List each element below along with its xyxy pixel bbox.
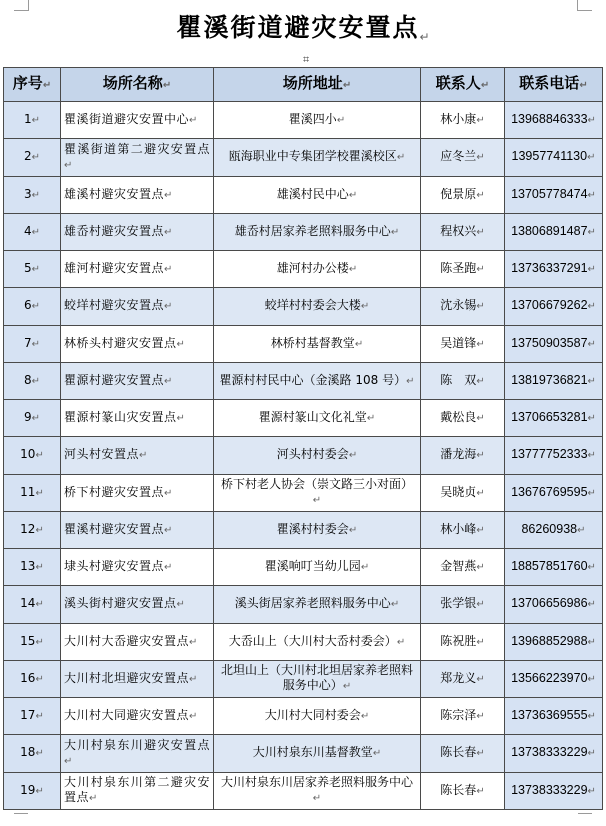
cell-contact: 陈祝胜↵ bbox=[421, 623, 505, 660]
cell-end-mark: ↵ bbox=[396, 636, 406, 648]
cell-end-mark: ↵ bbox=[342, 681, 352, 693]
cell-no: 4↵ bbox=[4, 213, 61, 250]
cell-no: 19↵ bbox=[4, 772, 61, 810]
cell-end-mark: ↵ bbox=[336, 115, 346, 127]
shelter-table bbox=[3, 67, 603, 810]
cell-end-mark: ↵ bbox=[31, 189, 41, 201]
cell-address: 大川村大同村委会↵ bbox=[214, 698, 421, 735]
cell-end-mark: ↵ bbox=[577, 524, 586, 536]
cell-contact: 潘龙海↵ bbox=[421, 437, 505, 474]
cell-end-mark: ↵ bbox=[476, 375, 485, 387]
table-row bbox=[4, 698, 603, 735]
cell-end-mark: ↵ bbox=[164, 524, 173, 536]
page-footer-marks bbox=[0, 813, 606, 826]
cell-end-mark: ↵ bbox=[31, 264, 41, 276]
cell-end-mark: ↵ bbox=[587, 785, 596, 797]
table-row bbox=[4, 474, 603, 511]
table-header-row bbox=[4, 68, 603, 102]
cell-end-mark: ↵ bbox=[587, 599, 596, 611]
cell-no: 13↵ bbox=[4, 549, 61, 586]
cell-end-mark: ↵ bbox=[587, 562, 596, 574]
cell-end-mark: ↵ bbox=[476, 487, 485, 499]
cell-name: 大川村大岙避灾安置点↵ bbox=[61, 623, 214, 660]
cell-contact: 陈长春↵ bbox=[421, 735, 505, 772]
cell-phone: 13566223970↵ bbox=[505, 660, 603, 697]
cell-no: 11↵ bbox=[4, 474, 61, 511]
cell-end-mark: ↵ bbox=[176, 413, 186, 425]
cell-name: 瞿溪村避灾安置点↵ bbox=[61, 511, 214, 548]
cell-end-mark: ↵ bbox=[312, 495, 322, 507]
cell-address: 北坦山上（大川村北坦居家养老照料服务中心）↵ bbox=[214, 660, 421, 697]
cell-no: 14↵ bbox=[4, 586, 61, 623]
cell-end-mark: ↵ bbox=[189, 115, 198, 127]
cell-contact: 金智燕↵ bbox=[421, 549, 505, 586]
cell-no: 7↵ bbox=[4, 325, 61, 362]
cell-end-mark: ↵ bbox=[176, 599, 186, 611]
table-row bbox=[4, 586, 603, 623]
cell-end-mark: ↵ bbox=[587, 152, 596, 164]
cell-end-mark: ↵ bbox=[164, 301, 173, 313]
cell-end-mark: ↵ bbox=[476, 413, 485, 425]
cell-end-mark: ↵ bbox=[35, 524, 44, 536]
cell-end-mark: ↵ bbox=[390, 599, 400, 611]
cell-address: 雄岙村居家养老照料服务中心↵ bbox=[214, 213, 421, 250]
cell-no: 2↵ bbox=[4, 139, 61, 176]
cell-end-mark: ↵ bbox=[587, 413, 596, 425]
table-row bbox=[4, 735, 603, 772]
cell-end-mark: ↵ bbox=[35, 562, 44, 574]
cell-contact: 程权兴↵ bbox=[421, 213, 505, 250]
cell-end-mark: ↵ bbox=[476, 748, 485, 760]
cell-no: 16↵ bbox=[4, 660, 61, 697]
cell-name: 林桥头村避灾安置点↵ bbox=[61, 325, 214, 362]
cell-end-mark: ↵ bbox=[476, 673, 485, 685]
cell-end-mark: ↵ bbox=[176, 338, 186, 350]
cell-end-mark: ↵ bbox=[476, 636, 485, 648]
cell-no: 10↵ bbox=[4, 437, 61, 474]
cell-end-mark: ↵ bbox=[35, 487, 44, 499]
cell-no: 15↵ bbox=[4, 623, 61, 660]
cell-end-mark: ↵ bbox=[372, 748, 382, 760]
cell-end-mark: ↵ bbox=[360, 711, 370, 723]
cell-name: 瞿溪街道避灾安置中心↵ bbox=[61, 102, 214, 139]
cell-address: 雄河村办公楼↵ bbox=[214, 251, 421, 288]
cell-phone: 13806891487↵ bbox=[505, 213, 603, 250]
cell-end-mark: ↵ bbox=[390, 226, 400, 238]
cell-contact: 倪景原↵ bbox=[421, 176, 505, 213]
cell-end-mark: ↵ bbox=[587, 487, 596, 499]
cell-end-mark: ↵ bbox=[35, 711, 44, 723]
cell-end-mark: ↵ bbox=[587, 450, 596, 462]
cell-name: 瞿溪街道第二避灾安置点↵ bbox=[61, 139, 214, 176]
cell-end-mark: ↵ bbox=[360, 301, 370, 313]
cell-end-mark: ↵ bbox=[35, 450, 44, 462]
cell-end-mark: ↵ bbox=[476, 711, 485, 723]
cell-address: 林桥村基督教堂↵ bbox=[214, 325, 421, 362]
cell-phone: 13706656986↵ bbox=[505, 586, 603, 623]
cell-contact: 张学银↵ bbox=[421, 586, 505, 623]
cell-phone: 13736369555↵ bbox=[505, 698, 603, 735]
cell-contact: 吴晓贞↵ bbox=[421, 474, 505, 511]
cell-address: 瞿溪村村委会↵ bbox=[214, 511, 421, 548]
table-row bbox=[4, 772, 603, 810]
cell-end-mark: ↵ bbox=[476, 450, 485, 462]
cell-address: 瞿源村篆山文化礼堂↵ bbox=[214, 400, 421, 437]
table-row bbox=[4, 362, 603, 399]
page-corner-bottom-left bbox=[14, 813, 28, 824]
cell-end-mark: ↵ bbox=[31, 338, 41, 350]
cell-end-mark: ↵ bbox=[164, 487, 173, 499]
cell-end-mark: ↵ bbox=[164, 189, 173, 201]
cell-contact: 林小康↵ bbox=[421, 102, 505, 139]
cell-end-mark: ↵ bbox=[189, 673, 198, 685]
cell-end-mark: ↵ bbox=[348, 189, 358, 201]
cell-end-mark: ↵ bbox=[476, 226, 485, 238]
cell-name: 雄岙村避灾安置点↵ bbox=[61, 213, 214, 250]
cell-contact: 陈 双↵ bbox=[421, 362, 505, 399]
cell-end-mark: ↵ bbox=[89, 793, 98, 805]
cell-phone: 86260938↵ bbox=[505, 511, 603, 548]
cell-name: 埭头村避灾安置点↵ bbox=[61, 549, 214, 586]
cell-contact: 沈永锡↵ bbox=[421, 288, 505, 325]
table-row bbox=[4, 325, 603, 362]
cell-name: 河头村安置点↵ bbox=[61, 437, 214, 474]
cell-end-mark: ↵ bbox=[189, 636, 198, 648]
cell-end-mark: ↵ bbox=[354, 338, 364, 350]
cell-end-mark: ↵ bbox=[587, 375, 596, 387]
cell-name: 蛟垟村避灾安置点↵ bbox=[61, 288, 214, 325]
cell-address: 蛟垟村村委会大楼↵ bbox=[214, 288, 421, 325]
cell-end-mark: ↵ bbox=[348, 524, 358, 536]
cell-end-mark: ↵ bbox=[35, 748, 44, 760]
cell-address: 瞿溪响叮当幼儿园↵ bbox=[214, 549, 421, 586]
page-title: 瞿溪街道避灾安置点 bbox=[176, 13, 420, 42]
cell-no: 9↵ bbox=[4, 400, 61, 437]
cell-end-mark: ↵ bbox=[476, 338, 485, 350]
cell-phone: 13819736821↵ bbox=[505, 362, 603, 399]
cell-end-mark: ↵ bbox=[31, 115, 41, 127]
cell-no: 6↵ bbox=[4, 288, 61, 325]
cell-no: 18↵ bbox=[4, 735, 61, 772]
cell-contact: 陈长春↵ bbox=[421, 772, 505, 810]
table-row bbox=[4, 549, 603, 586]
cell-address: 桥下村老人协会（崇文路三小对面）↵ bbox=[214, 474, 421, 511]
cell-name: 大川村泉东川避灾安置点↵ bbox=[61, 735, 214, 772]
cell-end-mark: ↵ bbox=[312, 793, 322, 805]
header-phone: 联系电话↵ bbox=[505, 68, 603, 102]
cell-end-mark: ↵ bbox=[164, 226, 173, 238]
cell-end-mark: ↵ bbox=[164, 562, 173, 574]
cell-no: 5↵ bbox=[4, 251, 61, 288]
cell-phone: 13706653281↵ bbox=[505, 400, 603, 437]
table-row bbox=[4, 623, 603, 660]
cell-contact: 郑龙义↵ bbox=[421, 660, 505, 697]
cell-end-mark: ↵ bbox=[35, 636, 44, 648]
cell-end-mark: ↵ bbox=[360, 562, 370, 574]
cell-end-mark: ↵ bbox=[476, 189, 485, 201]
cell-address: 河头村村委会↵ bbox=[214, 437, 421, 474]
cell-end-mark: ↵ bbox=[587, 748, 596, 760]
cell-end-mark: ↵ bbox=[476, 524, 485, 536]
cell-end-mark: ↵ bbox=[587, 226, 596, 238]
cell-contact: 陈圣跑↵ bbox=[421, 251, 505, 288]
cell-address: 瞿溪四小↵ bbox=[214, 102, 421, 139]
cell-end-mark: ↵ bbox=[31, 375, 41, 387]
cell-end-mark: ↵ bbox=[476, 562, 485, 574]
cell-phone: 13705778474↵ bbox=[505, 176, 603, 213]
cell-end-mark: ↵ bbox=[587, 115, 596, 127]
cell-address: 大川村泉东川居家养老照料服务中心↵ bbox=[214, 772, 421, 810]
cell-name: 瞿源村避灾安置点↵ bbox=[61, 362, 214, 399]
cell-name: 大川村北坦避灾安置点↵ bbox=[61, 660, 214, 697]
table-body bbox=[4, 102, 603, 810]
cell-end-mark: ↵ bbox=[587, 264, 596, 276]
table-row bbox=[4, 213, 603, 250]
table-anchor-icon: ⌗ bbox=[303, 53, 310, 66]
cell-phone: 13968852988↵ bbox=[505, 623, 603, 660]
cell-end-mark: ↵ bbox=[31, 413, 41, 425]
header-no: 序号↵ bbox=[4, 68, 61, 102]
cell-address: 雄溪村民中心↵ bbox=[214, 176, 421, 213]
cell-phone: 13968846333↵ bbox=[505, 102, 603, 139]
cell-name: 大川村大同避灾安置点↵ bbox=[61, 698, 214, 735]
cell-contact: 林小峰↵ bbox=[421, 511, 505, 548]
cell-no: 1↵ bbox=[4, 102, 61, 139]
cell-end-mark: ↵ bbox=[406, 375, 415, 387]
cell-phone: 13750903587↵ bbox=[505, 325, 603, 362]
cell-contact: 戴松良↵ bbox=[421, 400, 505, 437]
cell-end-mark: ↵ bbox=[587, 338, 596, 350]
cell-contact: 应冬兰↵ bbox=[421, 139, 505, 176]
table-row bbox=[4, 176, 603, 213]
cell-no: 8↵ bbox=[4, 362, 61, 399]
cell-end-mark: ↵ bbox=[31, 152, 41, 164]
cell-end-mark: ↵ bbox=[189, 711, 198, 723]
cell-phone: 13706679262↵ bbox=[505, 288, 603, 325]
cell-end-mark: ↵ bbox=[476, 785, 485, 797]
cell-phone: 13738333229↵ bbox=[505, 735, 603, 772]
cell-end-mark: ↵ bbox=[476, 152, 485, 164]
cell-name: 雄溪村避灾安置点↵ bbox=[61, 176, 214, 213]
cell-end-mark: ↵ bbox=[31, 226, 41, 238]
cell-end-mark: ↵ bbox=[476, 264, 485, 276]
table-row bbox=[4, 251, 603, 288]
cell-name: 瞿源村篆山灾安置点↵ bbox=[61, 400, 214, 437]
table-row bbox=[4, 511, 603, 548]
cell-end-mark: ↵ bbox=[396, 152, 406, 164]
cell-phone: 13957741130↵ bbox=[505, 139, 603, 176]
cell-end-mark: ↵ bbox=[31, 301, 41, 313]
cell-end-mark: ↵ bbox=[164, 264, 173, 276]
header-name: 场所名称↵ bbox=[61, 68, 214, 102]
cell-end-mark: ↵ bbox=[587, 636, 596, 648]
cell-name: 溪头街村避灾安置点↵ bbox=[61, 586, 214, 623]
cell-end-mark: ↵ bbox=[35, 673, 44, 685]
table-row bbox=[4, 400, 603, 437]
table-row bbox=[4, 288, 603, 325]
cell-end-mark: ↵ bbox=[348, 450, 358, 462]
cell-no: 3↵ bbox=[4, 176, 61, 213]
cell-phone: 13738333229↵ bbox=[505, 772, 603, 810]
cell-no: 12↵ bbox=[4, 511, 61, 548]
cell-end-mark: ↵ bbox=[64, 159, 73, 171]
cell-end-mark: ↵ bbox=[64, 755, 73, 767]
cell-end-mark: ↵ bbox=[35, 785, 44, 797]
cell-contact: 陈宗泽↵ bbox=[421, 698, 505, 735]
cell-end-mark: ↵ bbox=[164, 375, 173, 387]
cell-contact: 吴道锋↵ bbox=[421, 325, 505, 362]
cell-no: 17↵ bbox=[4, 698, 61, 735]
table-row bbox=[4, 139, 603, 176]
header-contact: 联系人↵ bbox=[421, 68, 505, 102]
cell-address: 瞿源村村民中心（金溪路 108 号）↵ bbox=[214, 362, 421, 399]
cell-end-mark: ↵ bbox=[366, 413, 376, 425]
cell-phone: 13676769595↵ bbox=[505, 474, 603, 511]
title-block bbox=[0, 8, 606, 44]
cell-end-mark: ↵ bbox=[139, 450, 148, 462]
cell-name: 桥下村避灾安置点↵ bbox=[61, 474, 214, 511]
cell-end-mark: ↵ bbox=[587, 673, 596, 685]
table-row bbox=[4, 660, 603, 697]
cell-end-mark: ↵ bbox=[348, 264, 358, 276]
cell-end-mark: ↵ bbox=[587, 189, 596, 201]
header-address: 场所地址↵ bbox=[214, 68, 421, 102]
cell-end-mark: ↵ bbox=[587, 711, 596, 723]
cell-phone: 18857851760↵ bbox=[505, 549, 603, 586]
page-corner-bottom-right bbox=[578, 813, 592, 824]
cell-end-mark: ↵ bbox=[476, 115, 485, 127]
table-row bbox=[4, 437, 603, 474]
cell-name: 雄河村避灾安置点↵ bbox=[61, 251, 214, 288]
cell-end-mark: ↵ bbox=[476, 301, 485, 313]
cell-end-mark: ↵ bbox=[476, 599, 485, 611]
cell-phone: 13777752333↵ bbox=[505, 437, 603, 474]
cell-address: 大川村泉东川基督教堂↵ bbox=[214, 735, 421, 772]
cell-address: 大岙山上（大川村大岙村委会）↵ bbox=[214, 623, 421, 660]
table-row bbox=[4, 102, 603, 139]
cell-end-mark: ↵ bbox=[587, 301, 596, 313]
cell-name: 大川村泉东川第二避灾安置点↵ bbox=[61, 772, 214, 810]
cell-phone: 13736337291↵ bbox=[505, 251, 603, 288]
paragraph-mark-icon: ↵ bbox=[419, 30, 430, 44]
cell-address: 溪头街居家养老照料服务中心↵ bbox=[214, 586, 421, 623]
cell-end-mark: ↵ bbox=[35, 599, 44, 611]
cell-address: 瓯海职业中专集团学校瞿溪校区↵ bbox=[214, 139, 421, 176]
